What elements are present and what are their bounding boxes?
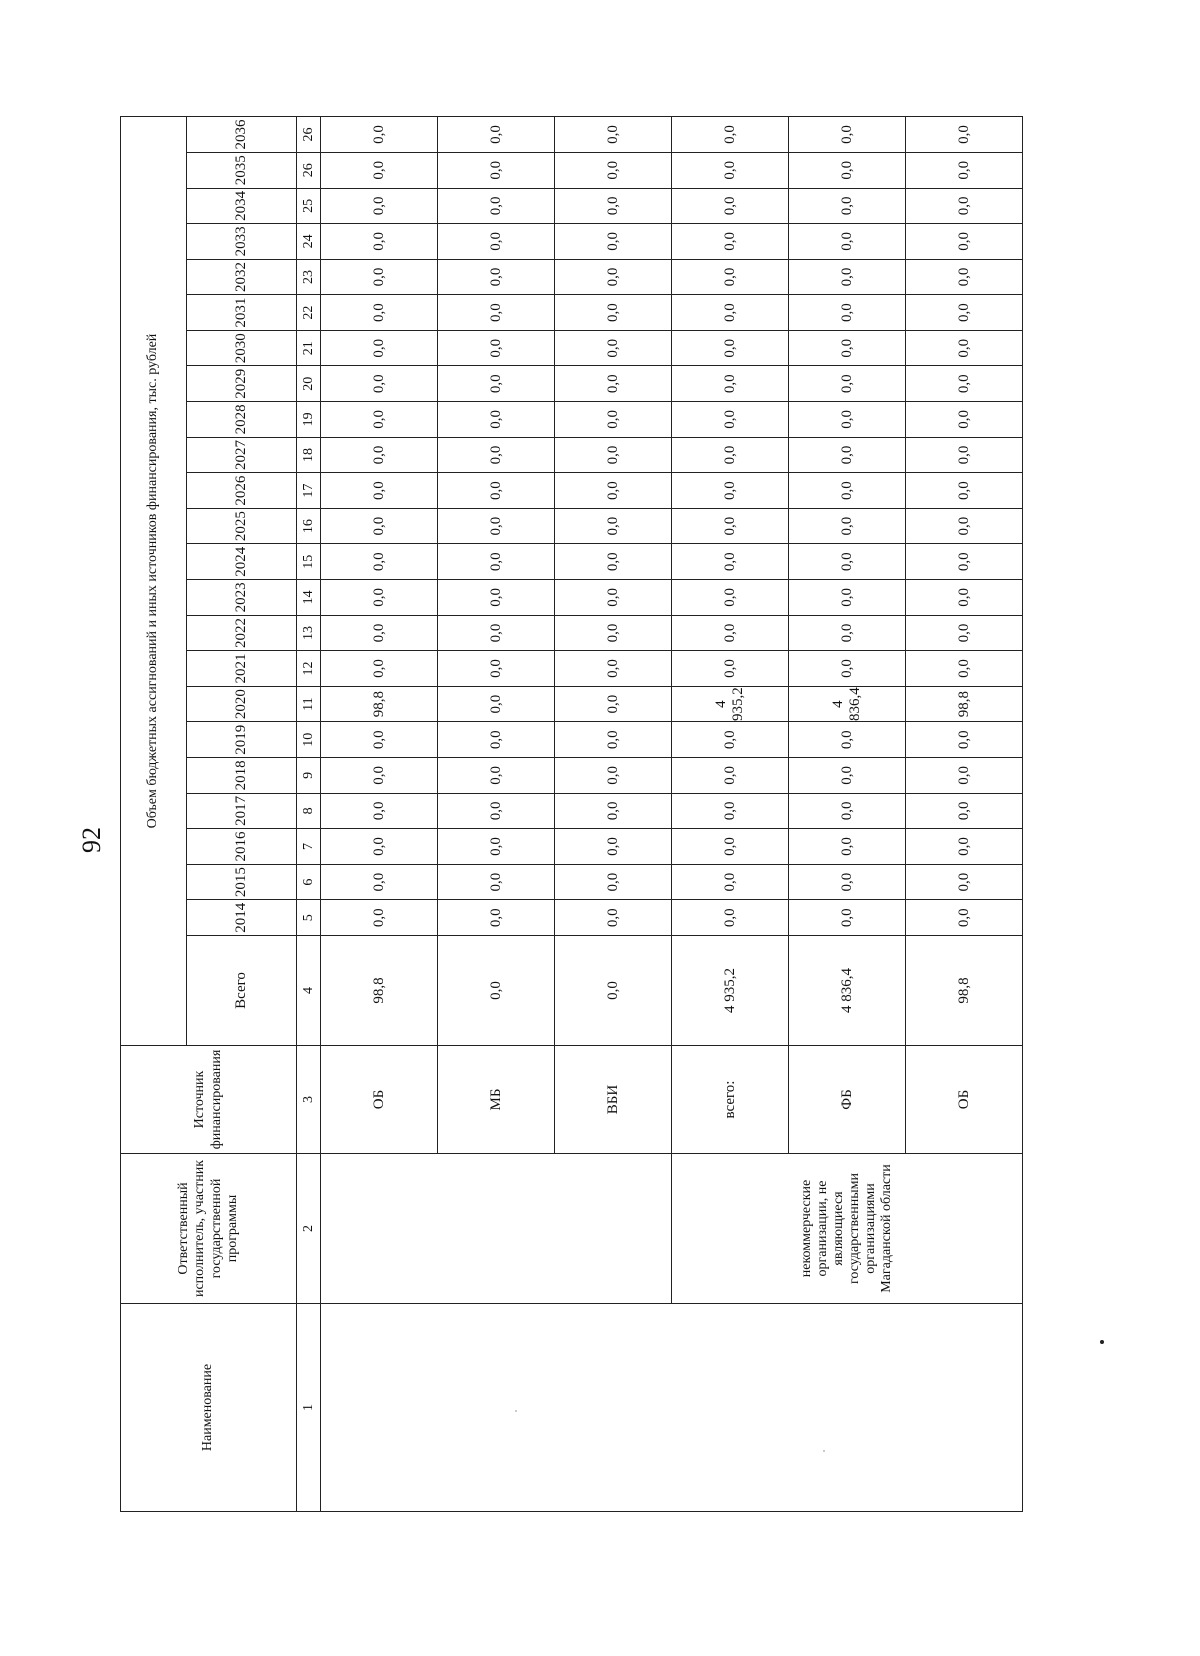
- value-cell: 0,0: [672, 117, 789, 153]
- column-number: 25: [297, 188, 321, 224]
- value-cell: 0,0: [789, 544, 906, 580]
- value-cell: 0,0: [555, 188, 672, 224]
- value-cell: 0,0: [672, 544, 789, 580]
- source-cell: ФБ: [789, 1046, 906, 1154]
- value-cell: 0,0: [906, 259, 1023, 295]
- value-cell: 0,0: [789, 188, 906, 224]
- value-cell: 0,0: [906, 224, 1023, 260]
- column-number: 2: [297, 1154, 321, 1304]
- value-cell: 0,0: [438, 188, 555, 224]
- responsible-cell: [321, 1154, 672, 1304]
- total-cell: 98,8: [321, 936, 438, 1046]
- financing-table: [120, 116, 1023, 1512]
- scan-speck: [823, 1450, 825, 1452]
- value-cell: 0,0: [906, 758, 1023, 794]
- value-cell: 0,0: [321, 366, 438, 402]
- header-year: 2027: [187, 437, 297, 473]
- value-cell: 0,0: [555, 117, 672, 153]
- value-cell: 0,0: [672, 829, 789, 865]
- value-cell: 0,0: [555, 686, 672, 722]
- column-number: 10: [297, 722, 321, 758]
- value-cell: 0,0: [789, 473, 906, 509]
- value-cell: 0,0: [789, 152, 906, 188]
- value-cell: 0,0: [438, 900, 555, 936]
- header-year: 2021: [187, 651, 297, 687]
- value-cell: 0,0: [906, 793, 1023, 829]
- value-cell: 0,0: [555, 758, 672, 794]
- value-cell: 0,0: [555, 544, 672, 580]
- value-cell: 0,0: [555, 366, 672, 402]
- value-cell: 0,0: [906, 722, 1023, 758]
- value-cell: 0,0: [321, 295, 438, 331]
- value-cell: 0,0: [321, 224, 438, 260]
- header-year: 2036: [187, 117, 297, 153]
- value-cell: 0,0: [438, 544, 555, 580]
- value-cell: 0,0: [672, 259, 789, 295]
- value-cell: 0,0: [789, 259, 906, 295]
- value-cell: 0,0: [555, 615, 672, 651]
- column-number: 7: [297, 829, 321, 865]
- value-cell: 0,0: [672, 508, 789, 544]
- column-number: 12: [297, 651, 321, 687]
- value-cell: 98,8: [321, 686, 438, 722]
- value-cell: 4 935,2: [672, 686, 789, 722]
- source-cell: всего:: [672, 1046, 789, 1154]
- header-year: 2029: [187, 366, 297, 402]
- value-cell: 0,0: [789, 758, 906, 794]
- value-cell: 0,0: [438, 224, 555, 260]
- value-cell: 0,0: [789, 722, 906, 758]
- value-cell: 0,0: [789, 366, 906, 402]
- value-cell: 0,0: [438, 508, 555, 544]
- header-year: 2032: [187, 259, 297, 295]
- value-cell: 0,0: [555, 152, 672, 188]
- column-number: 22: [297, 295, 321, 331]
- table-row: [321, 117, 438, 1512]
- value-cell: 0,0: [906, 651, 1023, 687]
- value-cell: 0,0: [906, 508, 1023, 544]
- value-cell: 0,0: [438, 295, 555, 331]
- value-cell: 0,0: [672, 152, 789, 188]
- column-number: 23: [297, 259, 321, 295]
- value-cell: 0,0: [321, 473, 438, 509]
- header-year: 2023: [187, 580, 297, 616]
- source-cell: ВБИ: [555, 1046, 672, 1154]
- value-cell: 0,0: [321, 117, 438, 153]
- value-cell: 0,0: [438, 117, 555, 153]
- column-number: 19: [297, 402, 321, 438]
- value-cell: 0,0: [555, 224, 672, 260]
- header-source: Источник финансирования: [121, 1046, 297, 1154]
- value-cell: 0,0: [789, 864, 906, 900]
- value-cell: 0,0: [672, 366, 789, 402]
- value-cell: 0,0: [672, 793, 789, 829]
- column-number: 13: [297, 615, 321, 651]
- total-cell: 98,8: [906, 936, 1023, 1046]
- header-year: 2020: [187, 686, 297, 722]
- value-cell: 0,0: [555, 508, 672, 544]
- column-number: 24: [297, 224, 321, 260]
- column-number: 17: [297, 473, 321, 509]
- value-cell: 0,0: [555, 295, 672, 331]
- value-cell: 0,0: [321, 864, 438, 900]
- value-cell: 0,0: [555, 900, 672, 936]
- column-number: 21: [297, 330, 321, 366]
- header-year: 2034: [187, 188, 297, 224]
- value-cell: 0,0: [555, 402, 672, 438]
- value-cell: 0,0: [789, 793, 906, 829]
- value-cell: 0,0: [906, 330, 1023, 366]
- value-cell: 0,0: [672, 580, 789, 616]
- value-cell: 0,0: [789, 224, 906, 260]
- value-cell: 0,0: [789, 615, 906, 651]
- value-cell: 0,0: [555, 793, 672, 829]
- value-cell: 0,0: [789, 829, 906, 865]
- header-year: 2022: [187, 615, 297, 651]
- value-cell: 0,0: [555, 829, 672, 865]
- column-number: 14: [297, 580, 321, 616]
- value-cell: 0,0: [906, 829, 1023, 865]
- column-number: 1: [297, 1304, 321, 1512]
- value-cell: 0,0: [438, 686, 555, 722]
- value-cell: 0,0: [906, 900, 1023, 936]
- value-cell: 0,0: [555, 330, 672, 366]
- value-cell: 0,0: [321, 651, 438, 687]
- value-cell: 0,0: [321, 900, 438, 936]
- value-cell: 0,0: [321, 437, 438, 473]
- value-cell: 0,0: [672, 224, 789, 260]
- value-cell: 0,0: [789, 900, 906, 936]
- value-cell: 0,0: [438, 651, 555, 687]
- header-year: 2031: [187, 295, 297, 331]
- column-number: 20: [297, 366, 321, 402]
- column-number: 26: [297, 117, 321, 153]
- value-cell: 0,0: [672, 900, 789, 936]
- value-cell: 0,0: [555, 580, 672, 616]
- header-year: 2024: [187, 544, 297, 580]
- value-cell: 0,0: [321, 544, 438, 580]
- value-cell: 0,0: [906, 152, 1023, 188]
- value-cell: 0,0: [906, 864, 1023, 900]
- value-cell: 0,0: [438, 722, 555, 758]
- value-cell: 0,0: [321, 580, 438, 616]
- value-cell: 0,0: [321, 793, 438, 829]
- value-cell: 0,0: [555, 473, 672, 509]
- value-cell: 0,0: [789, 651, 906, 687]
- value-cell: 0,0: [438, 402, 555, 438]
- header-year: 2014: [187, 900, 297, 936]
- value-cell: 0,0: [789, 508, 906, 544]
- value-cell: 0,0: [906, 473, 1023, 509]
- value-cell: 0,0: [438, 829, 555, 865]
- value-cell: 0,0: [672, 758, 789, 794]
- header-year: 2030: [187, 330, 297, 366]
- value-cell: 0,0: [321, 152, 438, 188]
- column-number: 15: [297, 544, 321, 580]
- value-cell: 0,0: [321, 188, 438, 224]
- value-cell: 0,0: [906, 366, 1023, 402]
- column-number: 4: [297, 936, 321, 1046]
- column-number: 26: [297, 152, 321, 188]
- total-cell: 4 935,2: [672, 936, 789, 1046]
- value-cell: 0,0: [321, 330, 438, 366]
- source-cell: ОБ: [906, 1046, 1023, 1154]
- header-volume: Объем бюджетных ассигнований и иных источников финансирования, тыс. рублей: [121, 117, 187, 1046]
- value-cell: 0,0: [906, 544, 1023, 580]
- value-cell: 0,0: [438, 259, 555, 295]
- value-cell: 0,0: [906, 188, 1023, 224]
- header-year: 2028: [187, 402, 297, 438]
- column-number: 8: [297, 793, 321, 829]
- source-cell: МБ: [438, 1046, 555, 1154]
- value-cell: 0,0: [438, 758, 555, 794]
- header-year: 2026: [187, 473, 297, 509]
- column-number: 3: [297, 1046, 321, 1154]
- value-cell: 0,0: [555, 864, 672, 900]
- value-cell: 0,0: [438, 473, 555, 509]
- value-cell: 0,0: [321, 259, 438, 295]
- value-cell: 0,0: [906, 117, 1023, 153]
- value-cell: 0,0: [321, 615, 438, 651]
- value-cell: 0,0: [906, 402, 1023, 438]
- total-cell: 4 836,4: [789, 936, 906, 1046]
- rotated-table-container: [120, 119, 1020, 1512]
- value-cell: 0,0: [438, 437, 555, 473]
- header-name: Наименование: [121, 1304, 297, 1512]
- value-cell: 0,0: [438, 580, 555, 616]
- source-cell: ОБ: [321, 1046, 438, 1154]
- value-cell: 0,0: [321, 402, 438, 438]
- header-year: 2035: [187, 152, 297, 188]
- header-total: Всего: [187, 936, 297, 1046]
- value-cell: 0,0: [672, 615, 789, 651]
- scan-dot: [1100, 1340, 1104, 1344]
- header-year: 2018: [187, 758, 297, 794]
- column-number: 5: [297, 900, 321, 936]
- value-cell: 0,0: [672, 651, 789, 687]
- value-cell: 0,0: [906, 295, 1023, 331]
- header-year: 2015: [187, 864, 297, 900]
- value-cell: 0,0: [672, 437, 789, 473]
- value-cell: 0,0: [672, 722, 789, 758]
- value-cell: 98,8: [906, 686, 1023, 722]
- value-cell: 0,0: [555, 722, 672, 758]
- value-cell: 0,0: [789, 437, 906, 473]
- value-cell: 0,0: [555, 259, 672, 295]
- value-cell: 0,0: [438, 330, 555, 366]
- value-cell: 0,0: [672, 402, 789, 438]
- value-cell: 0,0: [789, 330, 906, 366]
- value-cell: 0,0: [672, 473, 789, 509]
- column-number: 9: [297, 758, 321, 794]
- table-row: [672, 117, 789, 1512]
- value-cell: 0,0: [906, 580, 1023, 616]
- header-year: 2016: [187, 829, 297, 865]
- value-cell: 0,0: [438, 152, 555, 188]
- value-cell: 0,0: [555, 437, 672, 473]
- header-year: 2017: [187, 793, 297, 829]
- column-number: 16: [297, 508, 321, 544]
- header-year: 2033: [187, 224, 297, 260]
- column-number: 6: [297, 864, 321, 900]
- value-cell: 0,0: [672, 864, 789, 900]
- value-cell: 0,0: [555, 651, 672, 687]
- value-cell: 0,0: [321, 722, 438, 758]
- value-cell: 0,0: [438, 864, 555, 900]
- value-cell: 0,0: [321, 829, 438, 865]
- scan-speck: [515, 1410, 517, 1412]
- value-cell: 0,0: [321, 508, 438, 544]
- total-cell: 0,0: [555, 936, 672, 1046]
- value-cell: 0,0: [906, 437, 1023, 473]
- value-cell: 0,0: [672, 295, 789, 331]
- value-cell: 0,0: [789, 580, 906, 616]
- value-cell: 0,0: [789, 402, 906, 438]
- header-responsible: Ответственный исполнитель, участник государственной программы: [121, 1154, 297, 1304]
- value-cell: 0,0: [438, 366, 555, 402]
- column-number: 18: [297, 437, 321, 473]
- value-cell: 0,0: [789, 117, 906, 153]
- value-cell: 0,0: [321, 758, 438, 794]
- value-cell: 0,0: [789, 295, 906, 331]
- page-number: 92: [77, 827, 106, 853]
- header-year: 2025: [187, 508, 297, 544]
- value-cell: 0,0: [906, 615, 1023, 651]
- value-cell: 0,0: [672, 188, 789, 224]
- value-cell: 0,0: [438, 615, 555, 651]
- name-cell: [321, 1304, 1023, 1512]
- value-cell: 0,0: [672, 330, 789, 366]
- value-cell: 0,0: [438, 793, 555, 829]
- column-number: 11: [297, 686, 321, 722]
- value-cell: 4 836,4: [789, 686, 906, 722]
- header-year: 2019: [187, 722, 297, 758]
- responsible-cell: некоммерческие организации, не являющиеся государственными организациями Магаданской области: [672, 1154, 1023, 1304]
- total-cell: 0,0: [438, 936, 555, 1046]
